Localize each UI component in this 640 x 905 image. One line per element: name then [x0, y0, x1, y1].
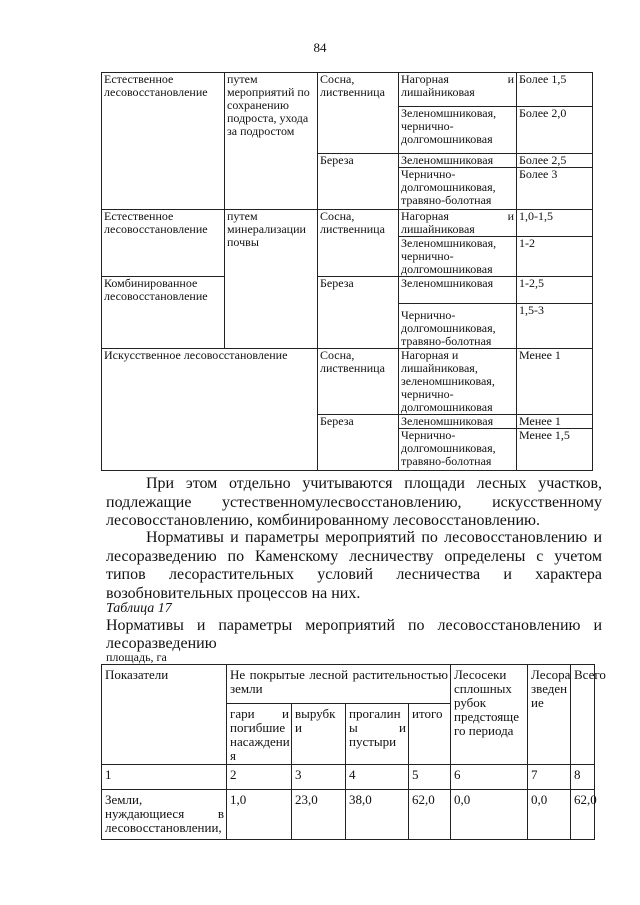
table-cell: Береза: [318, 277, 399, 349]
table-cell: 1-2: [517, 237, 593, 277]
table-cell: 0,0: [528, 790, 571, 840]
subheader-cuts: вырубк и: [292, 704, 346, 765]
table-cell: Менее 1,5: [517, 429, 593, 471]
table-row: [102, 210, 593, 237]
header-not-covered-lands: Не покрытые лесной растительностью земли: [227, 665, 451, 704]
column-number: 1: [102, 765, 227, 790]
table-cell: 1,0: [227, 790, 292, 840]
table-cell: Зеленомшниковая: [399, 277, 517, 304]
table-unit: площадь, га: [106, 650, 167, 664]
table-cell: Чернично-долгомошниковая, травяно-болотная: [399, 168, 517, 210]
subheader-glades: прогалин ы и пустыри: [346, 704, 409, 765]
table-cell: Зеленомшниковая, чернично-долгомошниковая: [399, 107, 517, 154]
table-cell: Более 2,0: [517, 107, 593, 154]
paragraph-text: Нормативы и параметры мероприятий по лесовосстановлению и лесоразведению по Каменскому лесничеству определены с учетом типов лесорастительных условий лесничества и характера возобновительных процессов на них.: [106, 529, 602, 602]
table-cell: 38,0: [346, 790, 409, 840]
table-row: [102, 277, 593, 304]
table-cell: путем мероприятий по сохранению подроста, ухода за подростом: [225, 73, 318, 210]
body-paragraph: [106, 475, 602, 531]
column-number: 4: [346, 765, 409, 790]
subheader-sum: итого: [409, 704, 451, 765]
table-cell: Зеленомшниковая, чернично-долгомошниковая: [399, 237, 517, 277]
table-cell: Зеленомшниковая: [399, 154, 517, 168]
paragraph-text: При этом отдельно учитываются площади лесных участков, подлежащие устественномулесвосстановлению, искусственному лесовосстановлению, комбинированному лесовосстановлению.: [106, 475, 602, 529]
table-cell: Комбинированное лесовосстановление: [102, 277, 225, 349]
table-cell: Более 1,5: [517, 73, 593, 107]
table-cell: Береза: [318, 415, 399, 471]
table-cell: Более 3: [517, 168, 593, 210]
table-cell: путем минерализации почвы: [225, 210, 318, 349]
table-cell: Земли, нуждающиеся в лесовосстановлении,: [102, 790, 227, 840]
table-cell: 1,0-1,5: [517, 210, 593, 237]
table-cell: Менее 1: [517, 415, 593, 429]
table-header-row: [102, 665, 595, 704]
column-number: 2: [227, 765, 292, 790]
column-number-row: [102, 765, 595, 790]
table-cell: 1,5-3: [517, 304, 593, 349]
table-cell: Нагорная и лишайниковая: [399, 210, 517, 237]
subheader-burns: гари и погибшие насаждени я: [227, 704, 292, 765]
table-cell: Нагорная и лишайниковая: [399, 73, 517, 107]
table-cell: Искусственное лесовосстановление: [102, 349, 318, 471]
column-number: 8: [571, 765, 595, 790]
table-cell: Сосна, лиственница: [318, 73, 399, 154]
column-number: 7: [528, 765, 571, 790]
column-number: 6: [451, 765, 528, 790]
table-cell: Более 2,5: [517, 154, 593, 168]
table-caption: Таблица 17: [106, 601, 172, 616]
header-afforestation: Лесора зведен ие: [528, 665, 571, 765]
table-cell: Береза: [318, 154, 399, 210]
reforestation-methods-table: [101, 72, 593, 471]
column-number: 3: [292, 765, 346, 790]
table-row: [102, 349, 593, 415]
reforestation-norms-table: [101, 664, 606, 840]
table-cell: Чернично-долгомошниковая, травяно-болотная: [399, 429, 517, 471]
header-indicators: Показатели: [102, 665, 227, 765]
table-row: [102, 790, 595, 840]
header-total: Всего: [571, 665, 595, 765]
table-cell: Естественное лесовосстановление: [102, 210, 225, 277]
table-cell: 62,0: [409, 790, 451, 840]
page-number: 84: [313, 40, 327, 55]
table-cell: Нагорная и лишайниковая, зеленомшниковая, чернично-долгомошниковая: [399, 349, 517, 415]
body-paragraph: [106, 529, 602, 603]
table-cell: Сосна, лиственница: [318, 349, 399, 415]
table-cell: 1-2,5: [517, 277, 593, 304]
table-cell: Естественное лесовосстановление: [102, 73, 225, 210]
table-cell: Сосна, лиственница: [318, 210, 399, 277]
table-row: [102, 73, 593, 107]
table-cell: Менее 1: [517, 349, 593, 415]
table-cell: 62,0: [571, 790, 595, 840]
table-cell: 23,0: [292, 790, 346, 840]
table-cell: Зеленомшниковая: [399, 415, 517, 429]
table-title: Нормативы и параметры мероприятий по лесовосстановлению и лесоразведению: [106, 617, 602, 652]
header-clearcuts: Лесосеки сплошных рубок предстояще го периода: [451, 665, 528, 765]
table-cell: 0,0: [451, 790, 528, 840]
table-cell: Чернично-долгомошниковая, травяно-болотная: [399, 304, 517, 349]
column-number: 5: [409, 765, 451, 790]
